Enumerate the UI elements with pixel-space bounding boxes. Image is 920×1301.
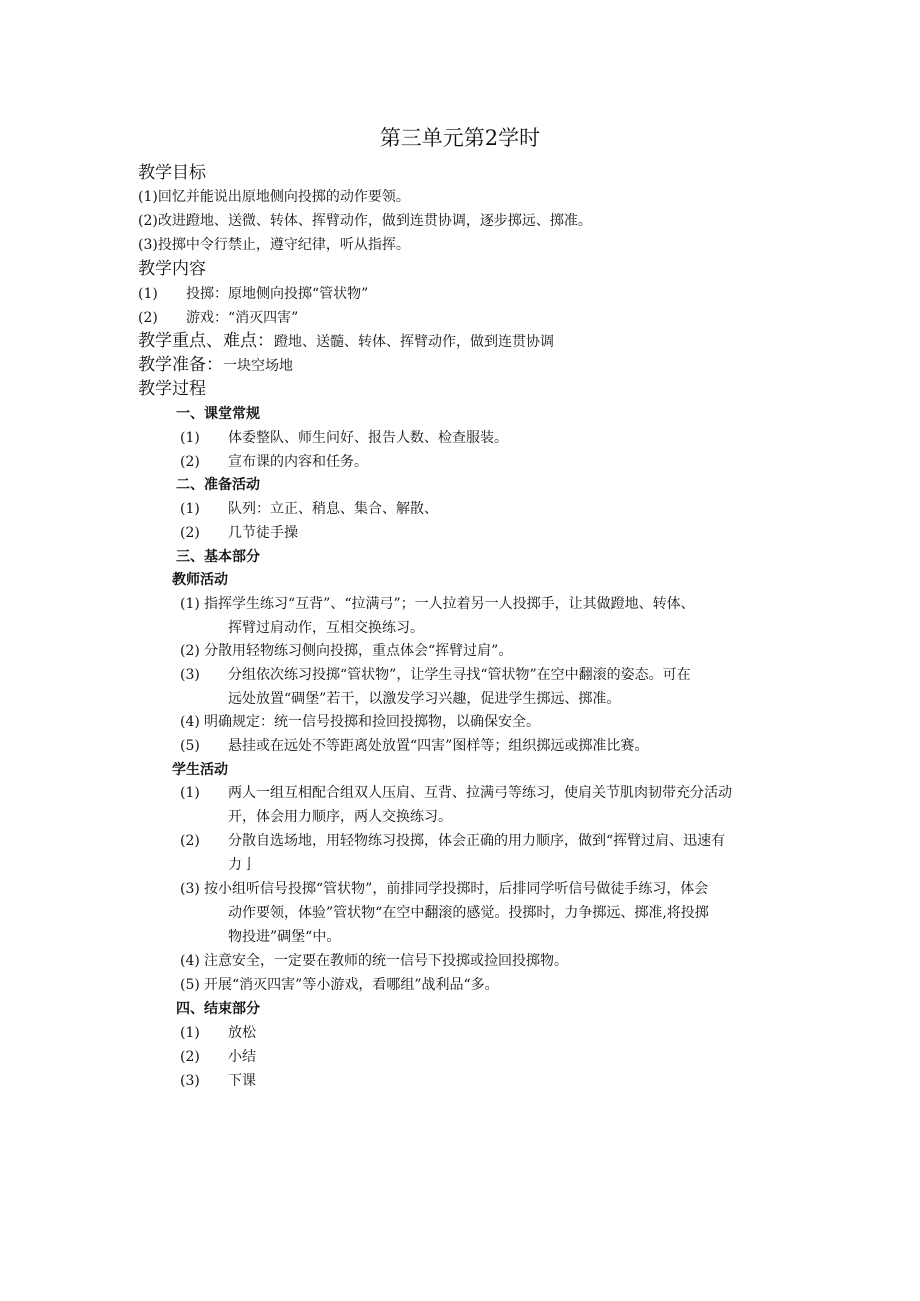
sec2-item-1: 队列：立正、稍息、集合、解散、 (228, 501, 438, 517)
sec4-item-2: 小结 (228, 1049, 256, 1065)
content-num-1: (1) (138, 286, 158, 302)
teacher-item-3-line-2: 远处放置“碉堡”若干，以激发学习兴趣，促进学生掷远、掷准。 (228, 691, 621, 707)
sec1-num-1: (1) (180, 430, 200, 446)
student-item-1-line-2: 开，体会用力顺序，两人交换练习。 (228, 809, 452, 825)
student-item-1-line-1: 两人一组互相配合组双人压肩、互背、拉满弓等练习，使肩关节肌肉韧带充分活动 (228, 785, 732, 801)
sec4-item-3: 下课 (228, 1073, 256, 1089)
objective-item-1: (1)回忆并能说出原地侧向投掷的动作要领。 (138, 189, 410, 205)
focus-text: 蹬地、送髓、转体、挥臂动作，做到连贯协调 (274, 334, 554, 350)
content-num-2: (2) (138, 310, 158, 326)
student-item-3-line-1: 按小组听信号投掷“管状物”，前排同学投掷时，后排同学听信号做徒手练习，体会 (204, 881, 709, 897)
sec1-item-2: 宣布课的内容和任务。 (228, 454, 368, 470)
sec4-item-1: 放松 (228, 1025, 256, 1041)
sec4-num-1: (1) (180, 1025, 200, 1041)
student-num-4: (4) (180, 953, 200, 969)
focus-line (138, 330, 554, 353)
sec2-item-2: 几节徒手操 (228, 525, 298, 541)
process-heading: 教学过程 (138, 379, 206, 399)
teacher-item-1-line-2: 挥臂过肩动作，互相交换练习。 (228, 620, 424, 636)
focus-label: 教学重点、难点： (138, 331, 274, 351)
sec4-num-3: (3) (180, 1073, 200, 1089)
objectives-heading: 教学目标 (138, 163, 206, 183)
teacher-num-3: (3) (180, 667, 200, 683)
teacher-num-1: (1) (180, 596, 200, 612)
objective-item-2: (2)改进蹬地、送微、转体、挥臂动作，做到连贯协调，逐步掷远、掷准。 (138, 213, 592, 229)
teacher-item-1-line-1: 指挥学生练习“互背”、“拉满弓”；一人拉着另一人投掷手，让其做蹬地、转体、 (204, 596, 695, 612)
student-item-3-line-3: 物投进”碉堡“中。 (228, 929, 341, 945)
section-4-title: 四、结束部分 (176, 1001, 260, 1017)
sec2-num-2: (2) (180, 525, 200, 541)
section-3-title: 三、基本部分 (176, 549, 260, 565)
content-item-2: 游戏：“消灭四害” (186, 310, 299, 326)
sec1-num-2: (2) (180, 454, 200, 470)
student-item-4-line-1: 注意安全，一定要在教师的统一信号下投掷或捡回投掷物。 (204, 953, 568, 969)
teacher-item-5-line-1: 悬挂或在远处不等距离处放置“四害”图样等；组织掷远或掷准比赛。 (228, 738, 649, 754)
student-item-3-line-2: 动作要领，体验”管状物“在空中翻滚的感觉。投掷时，力争掷远、掷准,将投掷 (228, 905, 709, 921)
prep-text: 一块空场地 (223, 358, 293, 374)
student-num-1: (1) (180, 785, 200, 801)
teacher-num-2: (2) (180, 643, 200, 659)
student-num-2: (2) (180, 833, 200, 849)
teacher-num-4: (4) (180, 714, 200, 730)
teacher-item-2-line-1: 分散用轻物练习侧向投掷，重点体会“挥臂过肩”。 (204, 643, 513, 659)
prep-line (138, 354, 293, 377)
sec1-item-1: 体委整队、师生问好、报告人数、检查服装。 (228, 430, 508, 446)
sec2-num-1: (1) (180, 501, 200, 517)
prep-label: 教学准备： (138, 355, 223, 375)
teacher-activity-label: 教师活动 (172, 572, 228, 588)
teacher-num-5: (5) (180, 738, 200, 754)
student-item-2-line-2: 力亅 (228, 857, 256, 873)
student-activity-label: 学生活动 (172, 762, 228, 778)
section-2-title: 二、准备活动 (176, 477, 260, 493)
sec4-num-2: (2) (180, 1049, 200, 1065)
student-num-5: (5) (180, 977, 200, 993)
content-heading: 教学内容 (138, 259, 206, 279)
teacher-item-4-line-1: 明确规定：统一信号投掷和捡回投掷物，以确保安全。 (204, 714, 540, 730)
student-item-5-line-1: 开展“消灭四害”等小游戏，看哪组”战利品“多。 (204, 977, 499, 993)
student-num-3: (3) (180, 881, 200, 897)
teacher-item-3-line-1: 分组依次练习投掷“管状物”，让学生寻找“管状物”在空中翻滚的姿态。可在 (228, 667, 691, 683)
student-item-2-line-1: 分散自选场地，用轻物练习投掷，体会正确的用力顺序，做到“挥臂过肩、迅速有 (228, 833, 726, 849)
section-1-title: 一、课堂常规 (176, 406, 260, 422)
content-item-1: 投掷：原地侧向投掷“管状物” (186, 286, 369, 302)
objective-item-3: (3)投掷中令行禁止，遵守纪律，听从指挥。 (138, 237, 410, 253)
page-title: 第三单元第2学时 (379, 126, 541, 150)
